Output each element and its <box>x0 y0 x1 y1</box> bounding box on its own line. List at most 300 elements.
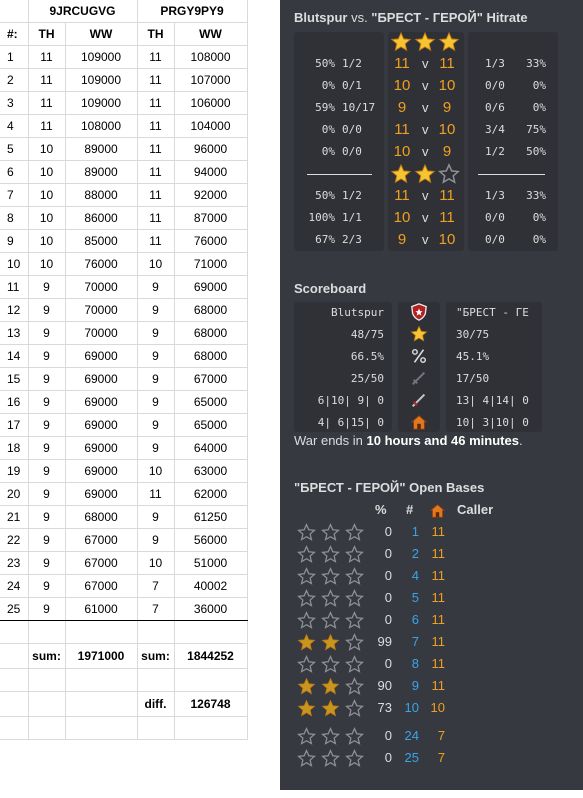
versus-label: v <box>422 122 429 137</box>
house-icon <box>410 413 428 431</box>
row-index: 13 <box>0 322 28 345</box>
row-index: 15 <box>0 368 28 391</box>
table-row <box>0 184 247 207</box>
table-row <box>0 368 247 391</box>
left-ratio: 1/2 <box>342 189 362 202</box>
ww-value-1: 109000 <box>65 46 137 69</box>
sum-value-2: 1844252 <box>174 644 247 669</box>
sum-row <box>0 644 247 669</box>
th-value-2: 11 <box>137 207 174 230</box>
open-base-percent: 90 <box>377 678 392 693</box>
row-index: 17 <box>0 414 28 437</box>
open-base-caller: 11 <box>431 568 445 583</box>
right-percent: 0% <box>532 79 546 92</box>
hitrate-title <box>294 10 528 25</box>
th-value-2: 7 <box>137 598 174 621</box>
right-ratio: 1/3 <box>485 57 505 70</box>
th-value-2: 11 <box>137 92 174 115</box>
ww-value-2: 76000 <box>174 230 247 253</box>
th-value-2: 9 <box>137 391 174 414</box>
versus-label: v <box>422 144 429 159</box>
ww-value-2: 67000 <box>174 368 247 391</box>
th-value-1: 10 <box>28 230 65 253</box>
sum-label-1: sum: <box>28 644 65 669</box>
th-value-2: 9 <box>137 345 174 368</box>
th-header-1: TH <box>28 23 65 46</box>
th-value-1: 9 <box>28 529 65 552</box>
versus-label: v <box>422 56 429 71</box>
th-value-1: 9 <box>28 276 65 299</box>
table-row <box>0 460 247 483</box>
table-row <box>0 598 247 621</box>
right-th: 11 <box>439 55 455 72</box>
open-base-number: 4 <box>411 568 419 583</box>
row-index: 23 <box>0 552 28 575</box>
comparison-table <box>0 0 248 740</box>
star-empty-icon <box>321 523 340 542</box>
score-right-value: 13| 4|14| 0 <box>456 394 529 407</box>
score-right-value: 30/75 <box>456 328 490 341</box>
sword-red-icon <box>410 391 428 409</box>
number-column-header: # <box>406 502 414 517</box>
star-empty-icon <box>297 589 316 608</box>
left-percent: 50% <box>315 57 335 70</box>
open-base-number: 2 <box>411 546 419 561</box>
th-value-1: 9 <box>28 506 65 529</box>
empty-cell <box>174 669 247 692</box>
open-base-percent: 0 <box>384 750 392 765</box>
ww-value-2: 87000 <box>174 207 247 230</box>
house-icon <box>429 502 446 519</box>
th-value-1: 11 <box>28 92 65 115</box>
ww-value-2: 68000 <box>174 299 247 322</box>
th-value-2: 11 <box>137 138 174 161</box>
sword-icon <box>410 369 428 387</box>
ww-value-1: 108000 <box>65 115 137 138</box>
ww-value-1: 86000 <box>65 207 137 230</box>
score-left-block <box>294 302 392 432</box>
th-value-1: 11 <box>28 69 65 92</box>
diff-label: diff. <box>137 692 174 717</box>
th-value-2: 9 <box>137 414 174 437</box>
empty-cell <box>65 717 137 740</box>
versus-label: v <box>422 78 429 93</box>
th-value-2: 9 <box>137 322 174 345</box>
star-empty-icon <box>321 727 340 746</box>
ww-value-1: 70000 <box>65 276 137 299</box>
left-ratio: 2/3 <box>342 233 362 246</box>
divider-line <box>307 174 372 175</box>
open-base-number: 5 <box>411 590 419 605</box>
star-icon <box>321 699 340 718</box>
index-header: #: <box>0 23 28 46</box>
empty-cell <box>174 621 247 644</box>
table-row <box>0 391 247 414</box>
open-base-percent: 0 <box>384 728 392 743</box>
row-index: 2 <box>0 69 28 92</box>
ww-value-1: 109000 <box>65 92 137 115</box>
empty-cell <box>65 621 137 644</box>
table-row <box>0 92 247 115</box>
table-row <box>0 138 247 161</box>
war-prefix: War ends in <box>294 433 367 448</box>
empty-cell <box>0 621 28 644</box>
star-empty-icon <box>345 589 364 608</box>
table-row <box>0 483 247 506</box>
table-row <box>0 345 247 368</box>
row-index: 9 <box>0 230 28 253</box>
row-index: 8 <box>0 207 28 230</box>
table-row <box>0 115 247 138</box>
open-base-percent: 0 <box>384 656 392 671</box>
ww-value-1: 69000 <box>65 483 137 506</box>
empty-row <box>0 717 247 740</box>
right-percent: 0% <box>532 233 546 246</box>
open-base-number: 24 <box>404 728 419 743</box>
ww-value-2: 64000 <box>174 437 247 460</box>
th-value-1: 9 <box>28 391 65 414</box>
th-value-2: 9 <box>137 368 174 391</box>
right-clan-name: "БРЕСТ - ГЕ <box>456 306 529 319</box>
ww-value-2: 108000 <box>174 46 247 69</box>
ww-value-1: 70000 <box>65 299 137 322</box>
open-base-percent: 99 <box>377 634 392 649</box>
star-empty-icon <box>321 749 340 768</box>
star-icon <box>390 31 412 53</box>
left-th: 10 <box>393 143 411 160</box>
star-empty-icon <box>345 633 364 652</box>
th-value-1: 9 <box>28 575 65 598</box>
th-value-2: 11 <box>137 115 174 138</box>
th-value-2: 7 <box>137 575 174 598</box>
row-index: 12 <box>0 299 28 322</box>
row-index: 11 <box>0 276 28 299</box>
th-value-1: 10 <box>28 138 65 161</box>
star-empty-icon <box>345 567 364 586</box>
ww-value-1: 109000 <box>65 69 137 92</box>
right-ratio: 0/0 <box>485 79 505 92</box>
row-index: 24 <box>0 575 28 598</box>
star-empty-icon <box>438 163 460 185</box>
ww-value-1: 67000 <box>65 575 137 598</box>
star-icon <box>297 699 316 718</box>
right-th: 11 <box>439 209 455 226</box>
ww-value-1: 89000 <box>65 161 137 184</box>
ww-value-1: 67000 <box>65 529 137 552</box>
left-percent: 0% <box>321 123 335 136</box>
empty-cell <box>0 644 28 669</box>
left-percent: 100% <box>308 211 335 224</box>
table-row <box>0 161 247 184</box>
score-left-value: 25/50 <box>350 372 384 385</box>
ww-value-1: 69000 <box>65 368 137 391</box>
versus-label: v <box>422 210 429 225</box>
star-empty-icon <box>345 611 364 630</box>
th-value-1: 9 <box>28 414 65 437</box>
th-value-2: 9 <box>137 276 174 299</box>
th-value-1: 10 <box>28 253 65 276</box>
open-bases-title: "БРЕСТ - ГЕРОЙ" Open Bases <box>294 480 485 495</box>
star-icon <box>321 633 340 652</box>
ww-value-2: 68000 <box>174 322 247 345</box>
ww-value-2: 69000 <box>174 276 247 299</box>
left-clan-name: Blutspur <box>331 306 384 319</box>
right-ratio: 0/6 <box>485 101 505 114</box>
ww-value-2: 61250 <box>174 506 247 529</box>
open-base-number: 1 <box>411 524 419 539</box>
table-row <box>0 253 247 276</box>
star-icon <box>321 677 340 696</box>
th-value-1: 9 <box>28 483 65 506</box>
left-percent: 0% <box>321 145 335 158</box>
right-percent: 0% <box>532 101 546 114</box>
open-base-caller: 11 <box>431 524 445 539</box>
divider-line <box>478 174 545 175</box>
th-value-2: 10 <box>137 552 174 575</box>
empty-cell <box>28 621 65 644</box>
th-value-1: 9 <box>28 460 65 483</box>
open-base-number: 7 <box>411 634 419 649</box>
star-empty-icon <box>345 545 364 564</box>
th-value-2: 9 <box>137 299 174 322</box>
left-ratio: 0/0 <box>342 145 362 158</box>
star-icon <box>414 163 436 185</box>
star-empty-icon <box>321 545 340 564</box>
ww-value-2: 68000 <box>174 345 247 368</box>
star-empty-icon <box>345 727 364 746</box>
left-ratio: 0/0 <box>342 123 362 136</box>
left-th: 11 <box>394 187 410 204</box>
right-ratio: 3/4 <box>485 123 505 136</box>
star-icon <box>297 677 316 696</box>
th-value-1: 9 <box>28 345 65 368</box>
open-base-caller: 11 <box>431 678 445 693</box>
row-index: 4 <box>0 115 28 138</box>
th-value-1: 10 <box>28 184 65 207</box>
ww-value-1: 69000 <box>65 437 137 460</box>
empty-row <box>0 621 247 644</box>
left-th: 9 <box>397 231 407 248</box>
right-percent: 33% <box>526 57 546 70</box>
th-value-1: 9 <box>28 299 65 322</box>
empty-cell <box>0 717 28 740</box>
star-empty-icon <box>297 545 316 564</box>
hitrate-opponent: "БРЕСТ - ГЕРОЙ" Hitrate <box>371 10 528 25</box>
th-value-2: 11 <box>137 161 174 184</box>
discord-embed-panel <box>280 0 583 790</box>
ww-value-2: 36000 <box>174 598 247 621</box>
left-ratio: 0/1 <box>342 79 362 92</box>
right-th: 10 <box>438 121 456 138</box>
open-base-percent: 0 <box>384 546 392 561</box>
ww-value-1: 76000 <box>65 253 137 276</box>
star-empty-icon <box>345 655 364 674</box>
empty-cell <box>28 669 65 692</box>
row-index: 6 <box>0 161 28 184</box>
th-value-1: 11 <box>28 46 65 69</box>
ww-value-1: 68000 <box>65 506 137 529</box>
ww-value-2: 65000 <box>174 391 247 414</box>
corner-cell <box>0 0 28 23</box>
right-th: 9 <box>442 99 452 116</box>
star-empty-icon <box>345 699 364 718</box>
star-empty-icon <box>297 655 316 674</box>
table-row <box>0 437 247 460</box>
star-empty-icon <box>345 677 364 696</box>
shield-icon <box>410 303 428 321</box>
left-percent: 0% <box>321 79 335 92</box>
ww-value-1: 69000 <box>65 460 137 483</box>
open-base-number: 10 <box>404 700 419 715</box>
th-value-2: 9 <box>137 437 174 460</box>
empty-cell <box>137 717 174 740</box>
empty-cell <box>65 692 137 717</box>
left-th: 11 <box>394 55 410 72</box>
row-index: 20 <box>0 483 28 506</box>
open-base-caller: 7 <box>437 750 445 765</box>
open-base-percent: 0 <box>384 612 392 627</box>
table-row <box>0 529 247 552</box>
open-base-percent: 0 <box>384 524 392 539</box>
empty-cell <box>0 692 28 717</box>
ww-value-1: 70000 <box>65 322 137 345</box>
row-index: 5 <box>0 138 28 161</box>
versus-label: v <box>422 232 429 247</box>
left-ratio: 1/1 <box>342 211 362 224</box>
empty-cell <box>0 669 28 692</box>
open-base-number: 25 <box>404 750 419 765</box>
diff-row <box>0 692 247 717</box>
right-th: 11 <box>439 187 455 204</box>
open-base-caller: 11 <box>431 656 445 671</box>
th-value-1: 9 <box>28 368 65 391</box>
star-empty-icon <box>321 567 340 586</box>
empty-cell <box>137 621 174 644</box>
clan-comparison-sheet <box>0 0 275 798</box>
versus-label: v <box>422 188 429 203</box>
table-row <box>0 506 247 529</box>
open-base-number: 6 <box>411 612 419 627</box>
empty-cell <box>65 669 137 692</box>
star-empty-icon <box>297 523 316 542</box>
row-index: 3 <box>0 92 28 115</box>
sum-label-2: sum: <box>137 644 174 669</box>
th-value-1: 11 <box>28 115 65 138</box>
open-base-percent: 0 <box>384 568 392 583</box>
score-right-block <box>446 302 542 432</box>
empty-cell <box>28 717 65 740</box>
th-value-1: 9 <box>28 598 65 621</box>
ww-value-2: 51000 <box>174 552 247 575</box>
left-th: 11 <box>394 121 410 138</box>
left-ratio: 1/2 <box>342 57 362 70</box>
open-base-number: 8 <box>411 656 419 671</box>
ww-value-2: 92000 <box>174 184 247 207</box>
ww-value-1: 69000 <box>65 391 137 414</box>
open-base-percent: 73 <box>377 700 392 715</box>
ww-value-1: 89000 <box>65 138 137 161</box>
star-empty-icon <box>321 655 340 674</box>
right-percent: 75% <box>526 123 546 136</box>
right-ratio: 0/0 <box>485 233 505 246</box>
table-row <box>0 322 247 345</box>
hitrate-clan: Blutspur <box>294 10 348 25</box>
table-row <box>0 575 247 598</box>
diff-value: 126748 <box>174 692 247 717</box>
open-base-number: 9 <box>411 678 419 693</box>
th-value-2: 9 <box>137 506 174 529</box>
ww-value-2: 65000 <box>174 414 247 437</box>
ww-value-2: 107000 <box>174 69 247 92</box>
star-empty-icon <box>321 611 340 630</box>
score-right-value: 17/50 <box>456 372 490 385</box>
left-th: 9 <box>397 99 407 116</box>
left-ratio: 10/17 <box>342 101 376 114</box>
ww-value-2: 62000 <box>174 483 247 506</box>
ww-value-2: 96000 <box>174 138 247 161</box>
row-index: 18 <box>0 437 28 460</box>
row-index: 16 <box>0 391 28 414</box>
th-value-2: 11 <box>137 230 174 253</box>
versus-label: v <box>422 100 429 115</box>
war-time: 10 hours and 46 minutes <box>366 433 519 448</box>
th-value-2: 11 <box>137 184 174 207</box>
right-ratio: 0/0 <box>485 211 505 224</box>
th-value-2: 10 <box>137 253 174 276</box>
star-empty-icon <box>297 611 316 630</box>
right-th: 10 <box>438 77 456 94</box>
th-header-2: TH <box>137 23 174 46</box>
star-empty-icon <box>297 567 316 586</box>
right-percent: 0% <box>532 211 546 224</box>
right-th: 10 <box>438 231 456 248</box>
row-index: 10 <box>0 253 28 276</box>
score-right-value: 45.1% <box>456 350 490 363</box>
open-base-caller: 10 <box>430 700 445 715</box>
ww-value-1: 67000 <box>65 552 137 575</box>
right-percent: 50% <box>526 145 546 158</box>
th-value-1: 10 <box>28 207 65 230</box>
open-base-caller: 11 <box>431 590 445 605</box>
empty-row <box>0 669 247 692</box>
row-index: 7 <box>0 184 28 207</box>
th-value-2: 9 <box>137 529 174 552</box>
th-value-1: 9 <box>28 322 65 345</box>
star-icon <box>390 163 412 185</box>
ww-value-2: 63000 <box>174 460 247 483</box>
score-left-value: 66.5% <box>350 350 384 363</box>
clan1-tag: 9JRCUGVG <box>28 0 137 23</box>
ww-value-2: 40002 <box>174 575 247 598</box>
score-left-value: 48/75 <box>350 328 384 341</box>
star-icon <box>297 633 316 652</box>
row-index: 14 <box>0 345 28 368</box>
left-th: 10 <box>393 209 411 226</box>
empty-cell <box>137 669 174 692</box>
open-base-caller: 11 <box>431 546 445 561</box>
ww-value-2: 104000 <box>174 115 247 138</box>
th-value-2: 11 <box>137 69 174 92</box>
war-ends-text <box>294 433 523 448</box>
ww-value-1: 61000 <box>65 598 137 621</box>
star-empty-icon <box>345 523 364 542</box>
row-index: 19 <box>0 460 28 483</box>
th-value-1: 9 <box>28 437 65 460</box>
right-ratio: 1/3 <box>485 189 505 202</box>
right-ratio: 1/2 <box>485 145 505 158</box>
star-empty-icon <box>321 589 340 608</box>
empty-cell <box>28 692 65 717</box>
